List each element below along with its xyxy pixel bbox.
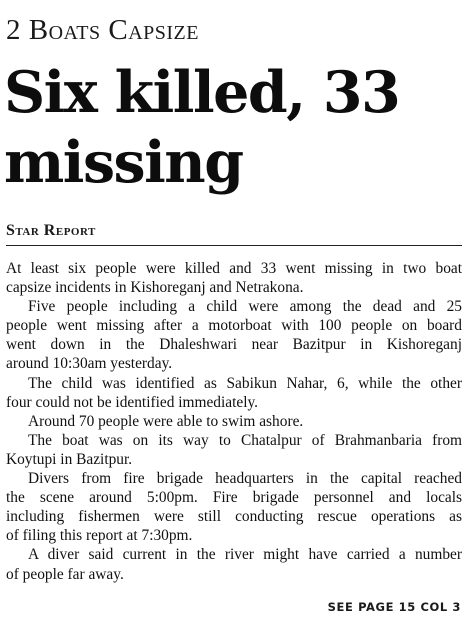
body-line: The boat was on its way to Chatalpur of Brahmanbaria from <box>28 431 462 449</box>
headline-line-2: missing <box>4 129 243 196</box>
byline-divider <box>6 245 462 246</box>
body-line: capsize incidents in Kishoreganj and Netrakona. <box>6 279 304 297</box>
byline: Star Report <box>6 222 96 239</box>
body-line: Divers from fire brigade headquarters in the capital reached <box>28 470 462 488</box>
headline <box>4 58 464 198</box>
body-line: went down in the Dhaleshwari near Bazitpur in Kishoreganj <box>6 336 462 354</box>
continued-on-page-note: SEE PAGE 15 COL 3 <box>327 600 461 614</box>
headline-line-1: Six killed, 33 <box>4 59 400 126</box>
body-line: At least six people were killed and 33 went missing in two boat <box>6 260 462 277</box>
body-line: Koytupi in Bazitpur. <box>6 450 133 468</box>
body-line: of filing this report at 7:30pm. <box>6 527 193 545</box>
body-line: four could not be identified immediately. <box>6 393 259 411</box>
kicker: 2 Boats Capsize <box>6 14 199 46</box>
body-line: including fishermen were still conducting rescue operations as <box>6 508 462 526</box>
body-line: Five people including a child were among the dead and 25 <box>28 298 462 316</box>
article-body <box>6 259 462 584</box>
body-line: The child was identified as Sabikun Nahar, 6, while the other <box>28 374 462 392</box>
body-line: A diver said current in the river might have carried a number <box>28 546 462 564</box>
body-line: of people far away. <box>6 565 124 583</box>
body-line: around 10:30am yesterday. <box>6 355 173 373</box>
body-line: the scene around 5:00pm. Fire brigade personnel and locals <box>6 489 462 507</box>
body-line: Around 70 people were able to swim ashore. <box>28 412 304 430</box>
body-line: people went missing after a motorboat with 100 people on board <box>6 317 462 335</box>
